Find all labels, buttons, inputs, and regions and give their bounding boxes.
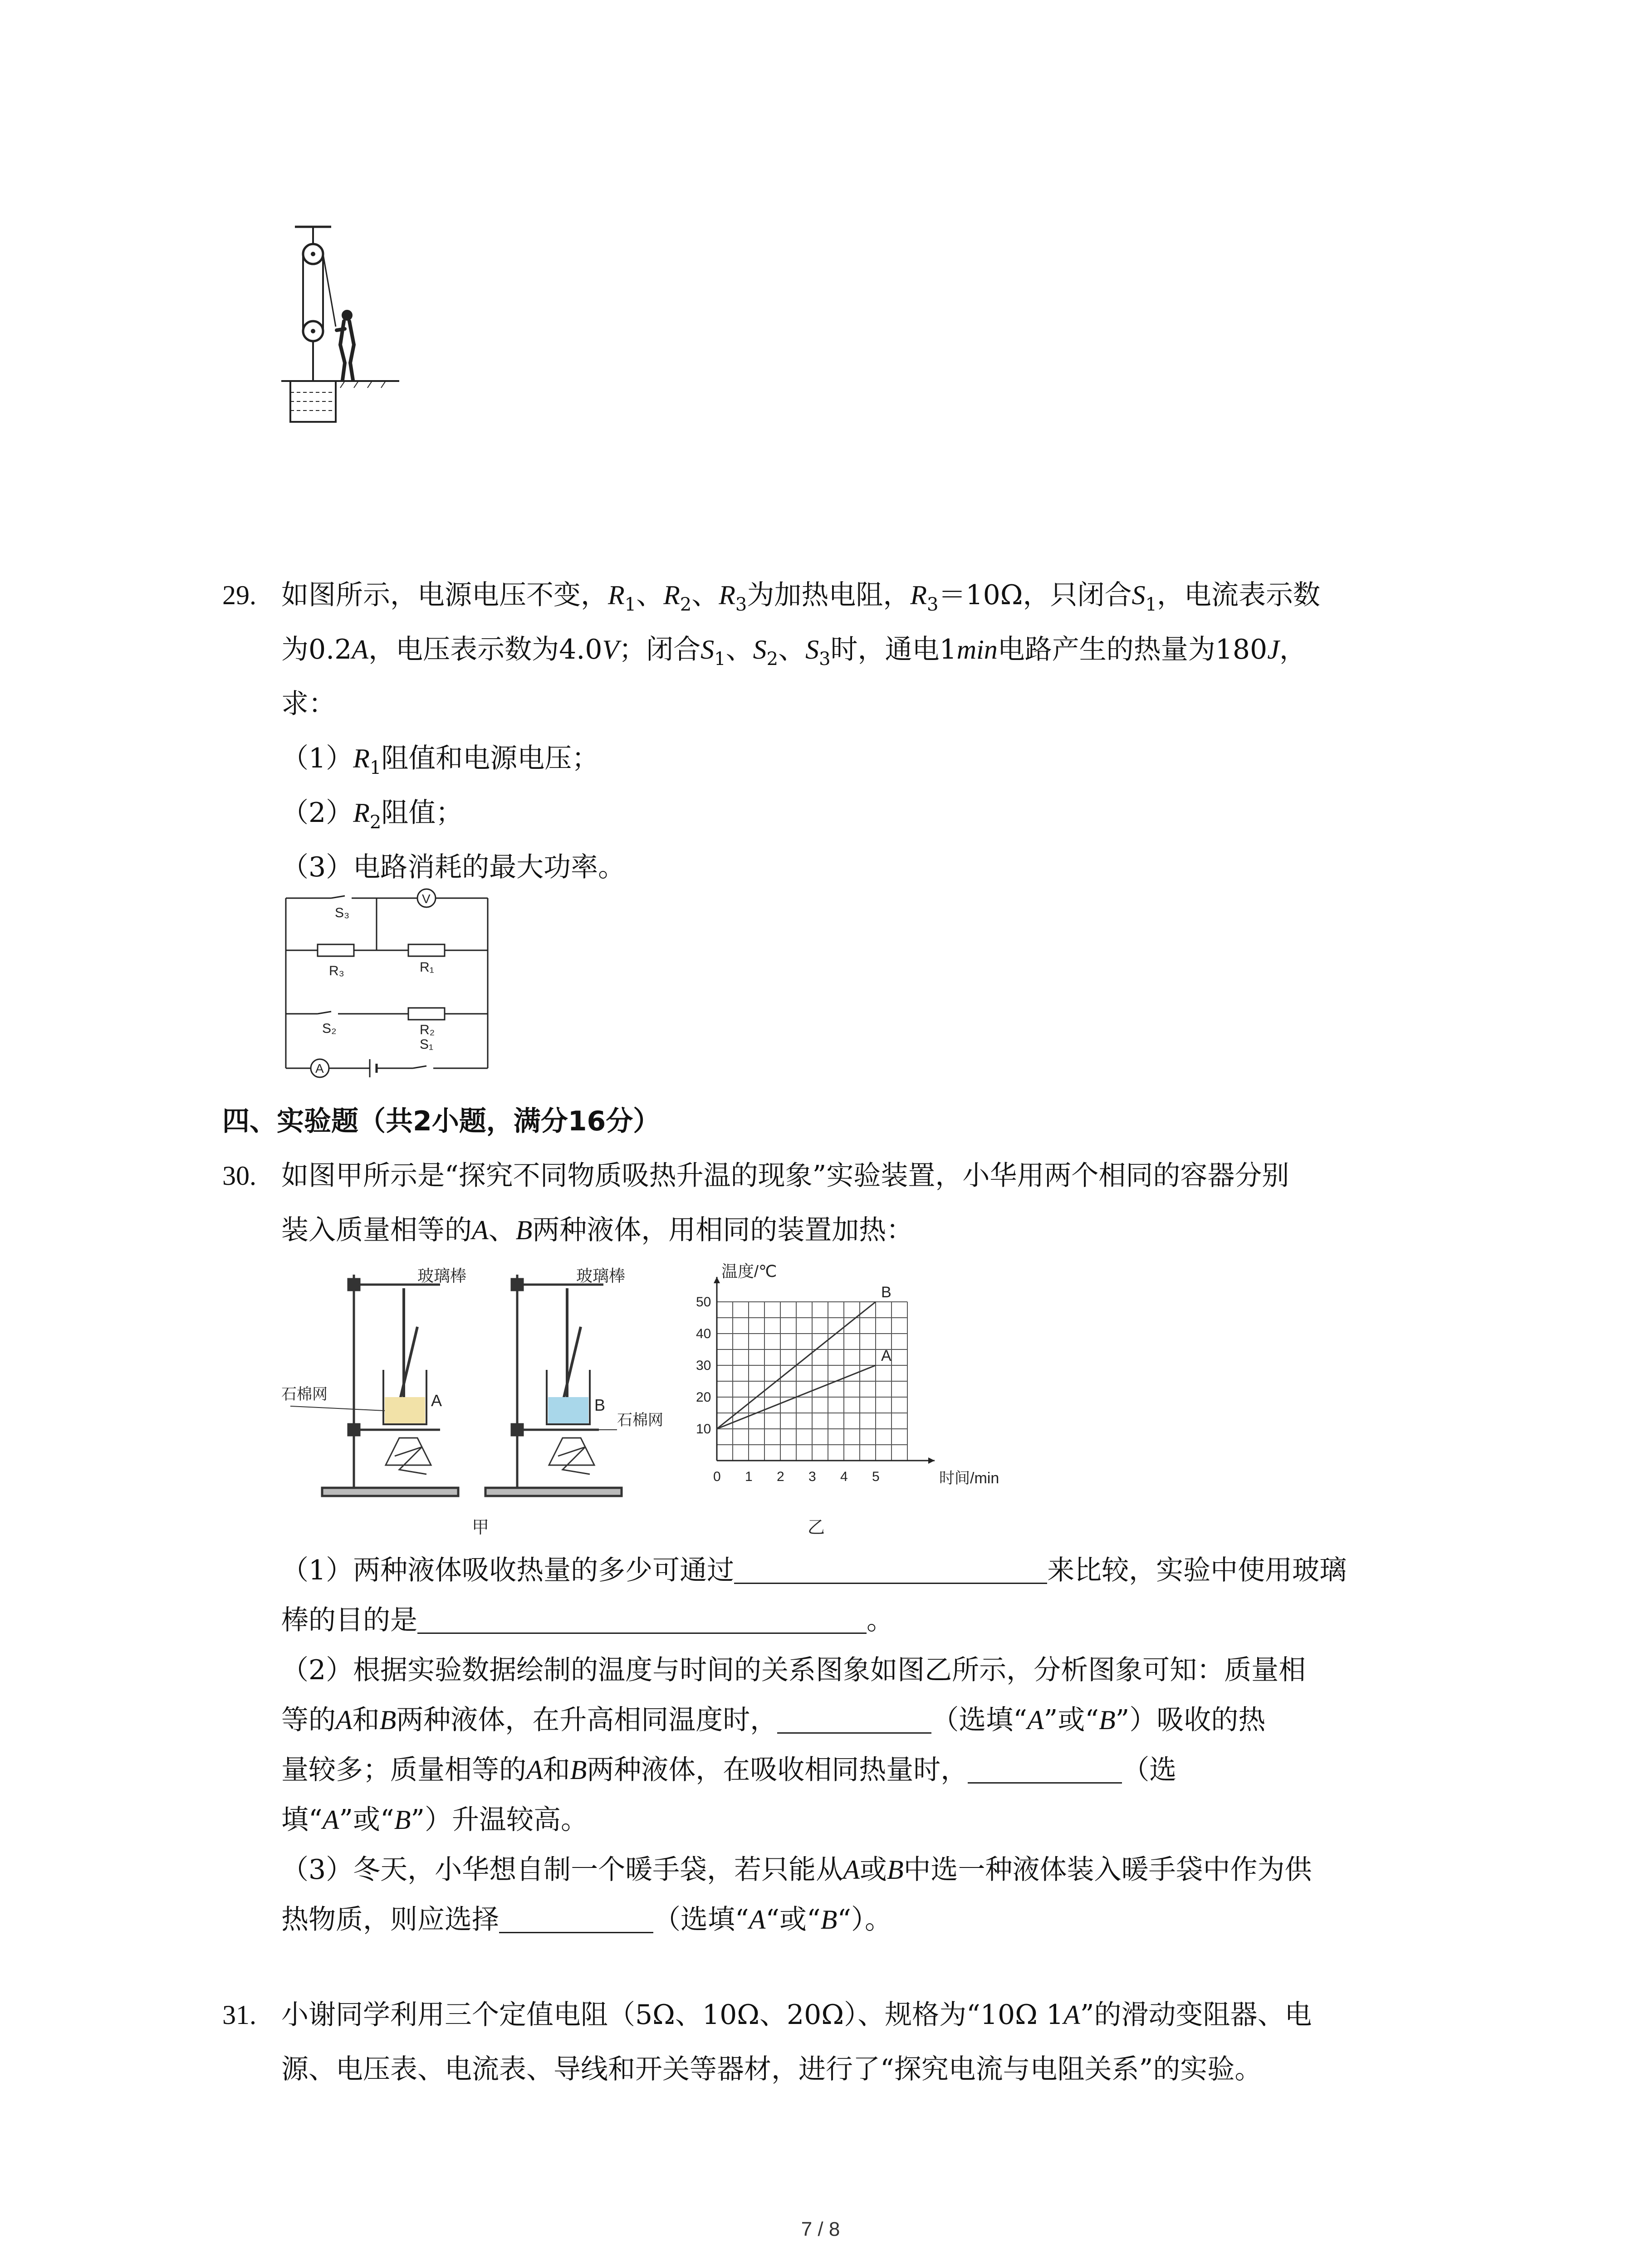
ammeter-label: A — [315, 1061, 324, 1075]
question-29-part-1: $(1)R_1$阻值和电源电压； — [281, 743, 599, 778]
y-tick-label: 40 — [696, 1326, 711, 1341]
question-30-line-2: 装入质量相等的A、B两种液体，用相同的装置加热： — [281, 1214, 914, 1246]
voltmeter-label: V — [422, 892, 431, 906]
x-tick-label: 4 — [840, 1469, 848, 1484]
circuit-s3-label: S₃ — [335, 905, 350, 920]
y-tick-label: 50 — [696, 1295, 711, 1310]
question-29-number: 29. — [222, 580, 256, 610]
question-30-part-2-line-4: 填“A”或“B”）升温较高。 — [281, 1804, 588, 1836]
circuit-s1-label: S₁ — [420, 1037, 434, 1052]
question-30-part-2-line-3: 量较多；质量相等的A和B两种液体，在吸收相同热量时， （选 — [281, 1754, 1177, 1786]
x-axis-arrow — [928, 1457, 935, 1464]
question-30-part-2-line-2: 等的A和B两种液体，在升高相同温度时， （选填“A”或“B”）吸收的热 — [281, 1704, 1266, 1736]
y-tick-label: 10 — [696, 1422, 711, 1437]
answer-blank-4[interactable] — [968, 1755, 1122, 1784]
beaker-b-label: B — [594, 1396, 606, 1414]
x-tick-label: 5 — [872, 1469, 880, 1484]
question-29-part-2: $(2)R_2$阻值； — [281, 797, 463, 833]
glass-rod-label-2: 玻璃棒 — [576, 1266, 626, 1285]
chart-axes — [714, 1277, 935, 1464]
question-30-part-1-line-1: （1）两种液体吸收热量的多少可通过 来比较，实验中使用玻璃 — [281, 1554, 1347, 1586]
asbestos-net-label-2: 石棉网 — [617, 1412, 663, 1429]
question-31-line-1: 小谢同学利用三个定值电阻（5Ω、10Ω、20Ω）、规格为“10Ω 1A”的滑动变阻器、电 — [281, 1999, 1312, 2031]
glass-rod-label-1: 玻璃棒 — [417, 1266, 467, 1285]
pulley-figure — [272, 218, 408, 445]
answer-blank-1[interactable] — [734, 1555, 1047, 1584]
chart-series — [717, 1284, 892, 1429]
circuit-r1-label: R₁ — [420, 960, 434, 975]
circuit-r3-label: R₃ — [329, 963, 344, 978]
x-tick-label: 2 — [777, 1469, 784, 1484]
figure-jia-label: 甲 — [472, 1518, 490, 1537]
question-30-number: 30. — [222, 1161, 256, 1191]
chart-ticks — [696, 1295, 880, 1484]
series-label-A: A — [881, 1347, 892, 1364]
page-number: 7 / 8 — [801, 2218, 840, 2240]
question-30-part-3-line-1: （3）冬天，小华想自制一个暖手袋，若只能从A或B中选一种液体装入暖手袋中作为供 — [281, 1854, 1312, 1886]
question-31-line-2: 源、电压表、电流表、导线和开关等器材，进行了“探究电流与电阻关系”的实验。 — [281, 2053, 1262, 2085]
chart-grid — [717, 1302, 907, 1461]
y-axis-arrow — [714, 1277, 720, 1283]
chart-y-label: 温度/℃ — [721, 1262, 777, 1281]
question-30-part-2-line-1: （2）根据实验数据绘制的温度与时间的关系图象如图乙所示，分析图象可知：质量相 — [281, 1654, 1306, 1686]
question-30-part-3-line-2: 热物质，则应选择 （选填“A“或“B“）。 — [281, 1904, 892, 1936]
x-tick-label: 1 — [745, 1469, 753, 1484]
x-tick-label: 0 — [713, 1469, 721, 1484]
answer-blank-2[interactable] — [417, 1605, 867, 1634]
circuit-diagram — [277, 885, 504, 1080]
series-label-B: B — [881, 1284, 892, 1301]
y-tick-label: 30 — [696, 1358, 711, 1373]
x-tick-label: 3 — [808, 1469, 816, 1484]
circuit-s2-label: S₂ — [322, 1021, 337, 1036]
question-31-number: 31. — [222, 2000, 256, 2030]
question-29-ask: 求： — [281, 688, 336, 720]
question-29-line-2: 为0.2A，电压表示数为4.0V；闭合$S_1$、$S_2$、$S_3$时，通电1min电路产生的热量为180J， — [281, 634, 1307, 670]
apparatus-figure — [281, 1256, 690, 1551]
chart-x-label: 时间/min — [939, 1470, 999, 1487]
answer-blank-3[interactable] — [777, 1705, 931, 1734]
answer-blank-5[interactable] — [499, 1905, 653, 1933]
section-4-heading: 四、实验题（共2小题，满分16分） — [222, 1105, 661, 1137]
beaker-a-label: A — [431, 1391, 442, 1410]
figure-yi-label: 乙 — [808, 1518, 825, 1537]
circuit-r2-label: R₂ — [420, 1022, 435, 1037]
question-29-line-1: 如图所示，电源电压不变，$R_1$、$R_2$、$R_3$为加热电阻，$R_3=10\Omega$，只闭合$S_1$，电流表示数 — [281, 579, 1320, 615]
question-30-line-1: 如图甲所示是“探究不同物质吸热升温的现象”实验装置，小华用两个相同的容器分别 — [281, 1160, 1289, 1192]
asbestos-net-label-1: 石棉网 — [281, 1386, 328, 1403]
temperature-time-chart — [694, 1256, 1039, 1556]
question-29-part-3: （3）电路消耗的最大功率。 — [281, 851, 626, 883]
question-30-part-1-line-2: 棒的目的是 。 — [281, 1604, 894, 1636]
y-tick-label: 20 — [696, 1390, 711, 1405]
